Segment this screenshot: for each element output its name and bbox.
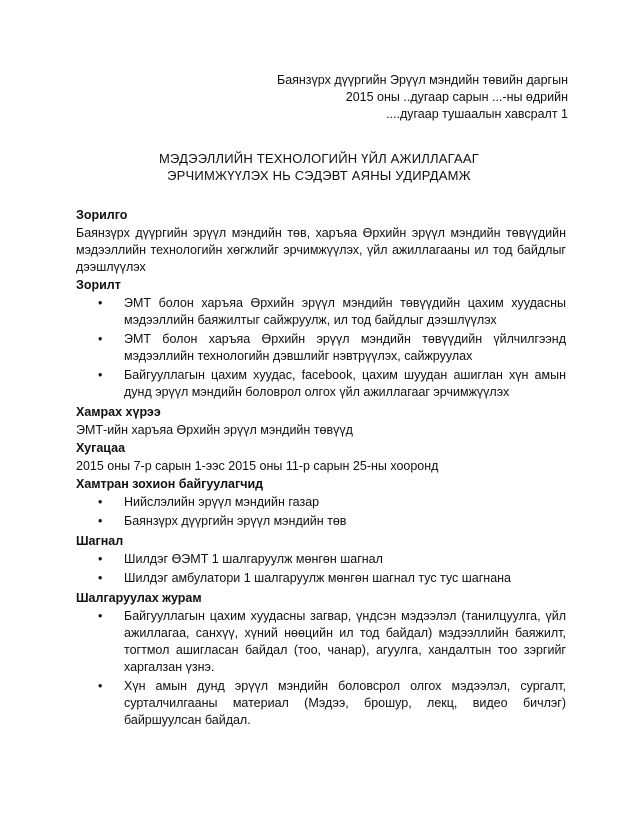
bullet-list	[76, 295, 566, 401]
bullet-list	[76, 494, 566, 530]
list-item-text: Нийслэлийн эрүүл мэндийн газар	[124, 495, 320, 509]
bullet-icon: •	[98, 571, 103, 585]
section-heading: Зорилго	[76, 208, 128, 222]
header-line-3: ....дугаар тушаалын хавсралт 1	[386, 107, 568, 121]
list-item-text: Байгууллагын цахим хуудас, facebook, цахим шуудан ашиглан хүн амын дунд эрүүл мэндийн боловрол олгох үйл ажиллагааг эрчимжүүлэх	[124, 368, 566, 399]
bullet-icon: •	[98, 514, 103, 528]
section-heading: Шагнал	[76, 534, 124, 548]
list-item-text: Байгууллагын цахим хуудасны загвар, үндсэн мэдээлэл (танилцуулга, үйл ажиллагаа, санхүү, хүний нөөцийн ил тод байдал) мэдээллийн баяжилт, тогтмол ашигласан байдал (тоо, чанар), агуулга, хандалтын тоо зэргийг харгалзан үзнэ.	[124, 609, 566, 674]
list-item	[76, 367, 566, 401]
section-co-organizers	[76, 475, 566, 530]
section-period	[76, 439, 566, 475]
section-objectives	[76, 276, 566, 401]
header-line-2: 2015 оны ..дугаар сарын ...-ны өдрийн	[345, 90, 568, 104]
bullet-icon: •	[98, 552, 103, 566]
section-heading: Хугацаа	[76, 441, 126, 455]
list-item-text: ЭМТ болон харъяа Өрхийн эрүүл мэндийн төвүүдийн үйлчилгээнд мэдээллийн технологийн дэвшлийг нэвтрүүлэх, сайжруулах	[124, 332, 566, 363]
bullet-icon: •	[98, 609, 103, 623]
list-item	[76, 551, 566, 568]
list-item-text: ЭМТ болон харъяа Өрхийн эрүүл мэндийн төвүүдийн цахим хуудасны мэдээллийн баяжилтыг сайжруулж, ил тод байдлыг дээшлүүлэх	[124, 296, 566, 327]
list-item-text: Хүн амын дунд эрүүл мэндийн боловсрол олгох мэдээлэл, сургалт, сурталчилгааны материал (Мэдээ, брошур, лекц, видео бичлэг) байршуулсан байдал.	[124, 679, 566, 727]
list-item	[76, 608, 566, 676]
bullet-list	[76, 551, 566, 587]
bullet-icon: •	[98, 332, 103, 346]
list-item	[76, 295, 566, 329]
section-scope	[76, 403, 566, 439]
document-title	[0, 150, 638, 184]
bullet-icon: •	[98, 495, 103, 509]
section-text: ЭМТ-ийн харъяа Өрхийн эрүүл мэндийн төвүүд	[76, 423, 353, 437]
section-criteria	[76, 589, 566, 729]
section-heading: Шалгаруулах журам	[76, 591, 202, 605]
title-line-1: МЭДЭЭЛЛИЙН ТЕХНОЛОГИЙН ҮЙЛ АЖИЛЛАГААГ	[159, 151, 479, 166]
bullet-icon: •	[98, 679, 103, 693]
section-heading: Зорилт	[76, 278, 121, 292]
header-line-1: Баянзүрх дүүргийн Эрүүл мэндийн төвийн даргын	[276, 73, 568, 87]
list-item-text: Шилдэг ӨЭМТ 1 шалгаруулж мөнгөн шагнал	[124, 552, 383, 566]
bullet-icon: •	[98, 368, 103, 382]
approval-header	[277, 72, 568, 123]
document-body	[76, 206, 566, 731]
section-text: Баянзүрх дүүргийн эрүүл мэндийн төв, харъяа Өрхийн эрүүл мэндийн төвүүдийн мэдээллийн технологийн хөгжлийг эрчимжүүлэх, үйл ажиллагааны ил тод байдлыг дээшлүүлэх	[76, 226, 566, 274]
list-item-text: Шилдэг амбулатори 1 шалгаруулж мөнгөн шагнал тус тус шагнана	[124, 571, 511, 585]
list-item	[76, 570, 566, 587]
list-item	[76, 513, 566, 530]
list-item-text: Баянзүрх дүүргийн эрүүл мэндийн төв	[124, 514, 347, 528]
bullet-icon: •	[98, 296, 103, 310]
list-item	[76, 494, 566, 511]
section-prizes	[76, 532, 566, 587]
section-heading: Хамтран зохион байгуулагчид	[76, 477, 264, 491]
list-item	[76, 331, 566, 365]
section-goal	[76, 206, 566, 276]
section-text: 2015 оны 7-р сарын 1-ээс 2015 оны 11-р сарын 25-ны хооронд	[76, 459, 439, 473]
section-heading: Хамрах хүрээ	[76, 405, 161, 419]
title-line-2: ЭРЧИМЖҮҮЛЭХ НЬ СЭДЭВТ АЯНЫ УДИРДАМЖ	[167, 168, 471, 183]
bullet-list	[76, 608, 566, 729]
list-item	[76, 678, 566, 729]
